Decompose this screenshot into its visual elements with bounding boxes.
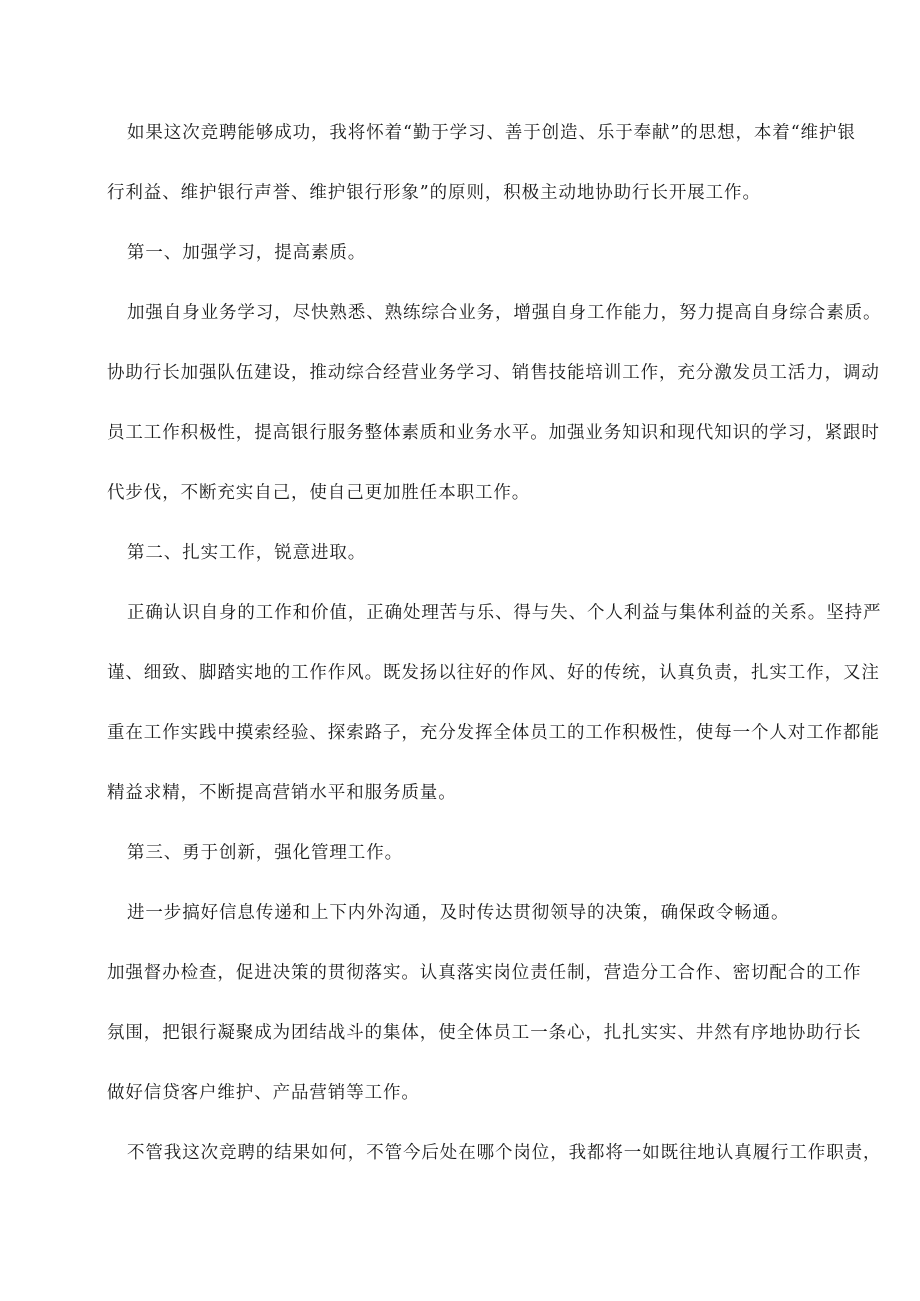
section-heading-1: 第一、加强学习，提高素质。	[127, 243, 367, 263]
paragraph-intro-line-2: 行利益、维护银行声誉、维护银行形象”的原则，积极主动地协助行长开展工作。	[107, 183, 761, 203]
paragraph-innovation-line-4: 做好信贷客户维护、产品营销等工作。	[107, 1083, 420, 1103]
section-heading-3: 第三、勇于创新，强化管理工作。	[127, 843, 403, 863]
paragraph-closing-line-1: 不管我这次竞聘的结果如何，不管今后处在哪个岗位，我都将一如既往地认真履行工作职责，	[127, 1143, 882, 1163]
paragraph-work-line-4: 精益求精，不断提高营销水平和服务质量。	[107, 783, 457, 803]
paragraph-innovation-line-1: 进一步搞好信息传递和上下内外沟通，及时传达贯彻领导的决策，确保政令畅通。	[127, 903, 790, 923]
paragraph-work-line-3: 重在工作实践中摸索经验、探索路子，充分发挥全体员工的工作积极性，使每一个人对工作都能	[107, 723, 880, 743]
paragraph-innovation-line-2: 加强督办检查，促进决策的贯彻落实。认真落实岗位责任制，营造分工合作、密切配合的工作	[107, 963, 862, 983]
paragraph-innovation-line-3: 氛围，把银行凝聚成为团结战斗的集体，使全体员工一条心，扎扎实实、井然有序地协助行长	[107, 1023, 862, 1043]
paragraph-work-line-1: 正确认识自身的工作和价值，正确处理苦与乐、得与失、个人利益与集体利益的关系。坚持严	[127, 603, 882, 623]
section-heading-2: 第二、扎实工作，锐意进取。	[127, 543, 367, 563]
paragraph-study-line-4: 代步伐，不断充实自己，使自己更加胜任本职工作。	[107, 483, 531, 503]
paragraph-work-line-2: 谨、细致、脚踏实地的工作作风。既发扬以往好的作风、好的传统，认真负责，扎实工作，又注	[107, 663, 880, 683]
paragraph-study-line-1: 加强自身业务学习，尽快熟悉、熟练综合业务，增强自身工作能力，努力提高自身综合素质。	[127, 303, 882, 323]
paragraph-study-line-2: 协助行长加强队伍建设，推动综合经营业务学习、销售技能培训工作，充分激发员工活力，调动	[107, 363, 880, 383]
paragraph-intro-line-1: 如果这次竞聘能够成功，我将怀着“勤于学习、善于创造、乐于奉献”的思想，本着“维护银	[127, 123, 856, 143]
paragraph-study-line-3: 员工工作积极性，提高银行服务整体素质和业务水平。加强业务知识和现代知识的学习，紧跟时	[107, 423, 880, 443]
